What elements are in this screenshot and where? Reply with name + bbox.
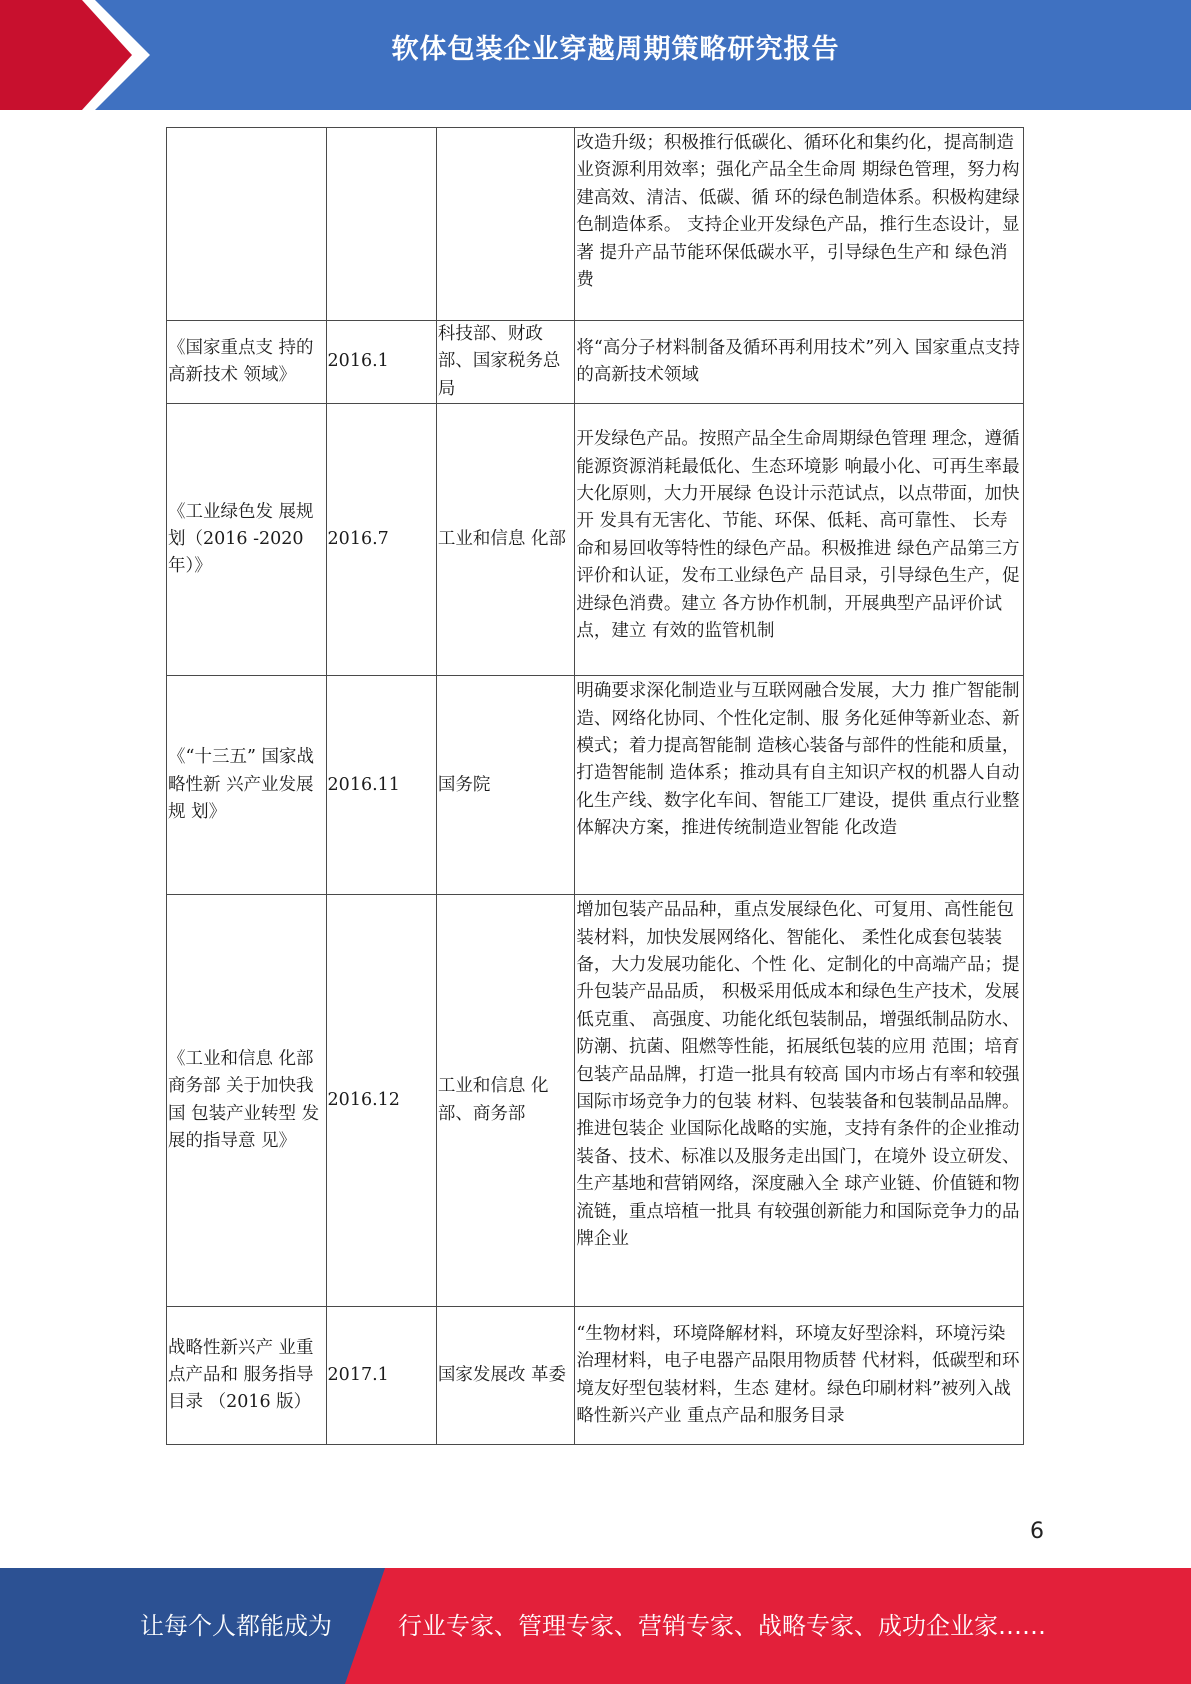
policy-name-cell: 《工业绿色发 展规划（2016 -2020 年）》 — [167, 404, 327, 676]
policy-dept-cell: 国务院 — [436, 676, 574, 895]
policy-date-cell: 2016.11 — [326, 676, 436, 895]
policy-content-cell: 改造升级；积极推行低碳化、循环化和集约化，提高制造业资源利用效率；强化产品全生命周 期绿色管理，努力构建高效、清洁、低碳、循 环的绿色制造体系。积极构建绿色制造体系。 支持企业开发绿色产品，推行生态设计，显著 提升产品节能环保低碳水平，引导绿色生产和 绿色消费 — [575, 128, 1024, 321]
table-row — [167, 128, 1024, 321]
policy-name-cell — [167, 128, 327, 321]
policy-name-cell: 《国家重点支 持的高新技术 领域》 — [167, 321, 327, 404]
policy-dept-cell: 工业和信息 化部、商务部 — [436, 895, 574, 1307]
policy-content-cell: 开发绿色产品。按照产品全生命周期绿色管理 理念，遵循能源资源消耗最低化、生态环境影 响最小化、可再生率最大化原则，大力开展绿 色设计示范试点，以点带面，加快开 发具有无害化、节能、环保、低耗、高可靠性、 长寿命和易回收等特性的绿色产品。积极推进 绿色产品第三方评价和认证，发布工业绿色产 品目录，引导绿色生产，促进绿色消费。建立 各方协作机制，开展典型产品评价试点，建立 有效的监管机制 — [575, 404, 1024, 676]
table-row — [167, 404, 1024, 676]
policy-content-cell: 将“高分子材料制备及循环再利用技术”列入 国家重点支持的高新技术领域 — [575, 321, 1024, 404]
policy-date-cell — [326, 128, 436, 321]
policy-name-cell: 《“十三五” 国家战略性新 兴产业发展规 划》 — [167, 676, 327, 895]
policy-name-cell: 《工业和信息 化部商务部 关于加快我国 包装产业转型 发展的指导意 见》 — [167, 895, 327, 1307]
policy-content-cell: 明确要求深化制造业与互联网融合发展，大力 推广智能制造、网络化协同、个性化定制、服 务化延伸等新业态、新模式；着力提高智能制 造核心装备与部件的性能和质量，打造智能制 造体系；推动具有自主知识产权的机器人自动 化生产线、数字化车间、智能工厂建设，提供 重点行业整体解决方案，推进传统制造业智能 化改造 — [575, 676, 1024, 895]
page-number: 6 — [1030, 1519, 1044, 1544]
policy-date-cell: 2016.12 — [326, 895, 436, 1307]
policy-dept-cell: 科技部、财政部、国家税务总局 — [436, 321, 574, 404]
policy-date-cell: 2016.7 — [326, 404, 436, 676]
policy-dept-cell: 国家发展改 革委 — [436, 1307, 574, 1445]
policy-content-cell: “生物材料，环境降解材料，环境友好型涂料，环境污染治理材料，电子电器产品限用物质替 代材料，低碳型和环境友好型包装材料，生态 建材。绿色印刷材料”被列入战略性新兴产业 重点产品和服务目录 — [575, 1307, 1024, 1445]
table-row — [167, 1307, 1024, 1445]
footer-slogan-left: 让每个人都能成为 — [140, 1612, 332, 1640]
footer-slogan-right: 行业专家、管理专家、营销专家、战略专家、成功企业家…… — [398, 1612, 1046, 1640]
policy-content-cell: 增加包装产品品种，重点发展绿色化、可复用、高性能包装材料，加快发展网络化、智能化、 柔性化成套包装装备，大力发展功能化、个性 化、定制化的中高端产品；提升包装产品品质， 积极采用低成本和绿色生产技术，发展低克重、 高强度、功能化纸包装制品，增强纸制品防水、 防潮、抗菌、阻燃等性能，拓展纸包装的应用 范围；培育包装产品品牌，打造一批具有较高 国内市场占有率和较强国际市场竞争力的包装 材料、包装装备和包装制品品牌。推进包装企 业国际化战略的实施，支持有条件的企业推动 装备、技术、标准以及服务走出国门，在境外 设立研发、生产基地和营销网络，深度融入全 球产业链、价值链和物流链，重点培植一批具 有较强创新能力和国际竞争力的品牌企业 — [575, 895, 1024, 1307]
policy-dept-cell: 工业和信息 化部 — [436, 404, 574, 676]
policy-dept-cell — [436, 128, 574, 321]
page-header — [0, 0, 1191, 110]
policy-date-cell: 2017.1 — [326, 1307, 436, 1445]
policy-date-cell: 2016.1 — [326, 321, 436, 404]
policy-table — [166, 127, 1024, 1445]
table-row — [167, 321, 1024, 404]
report-title: 软体包装企业穿越周期策略研究报告 — [391, 34, 840, 65]
table-row — [167, 895, 1024, 1307]
table-row — [167, 676, 1024, 895]
page-footer — [0, 1568, 1191, 1684]
policy-name-cell: 战略性新兴产 业重点产品和 服务指导目录 （2016 版） — [167, 1307, 327, 1445]
